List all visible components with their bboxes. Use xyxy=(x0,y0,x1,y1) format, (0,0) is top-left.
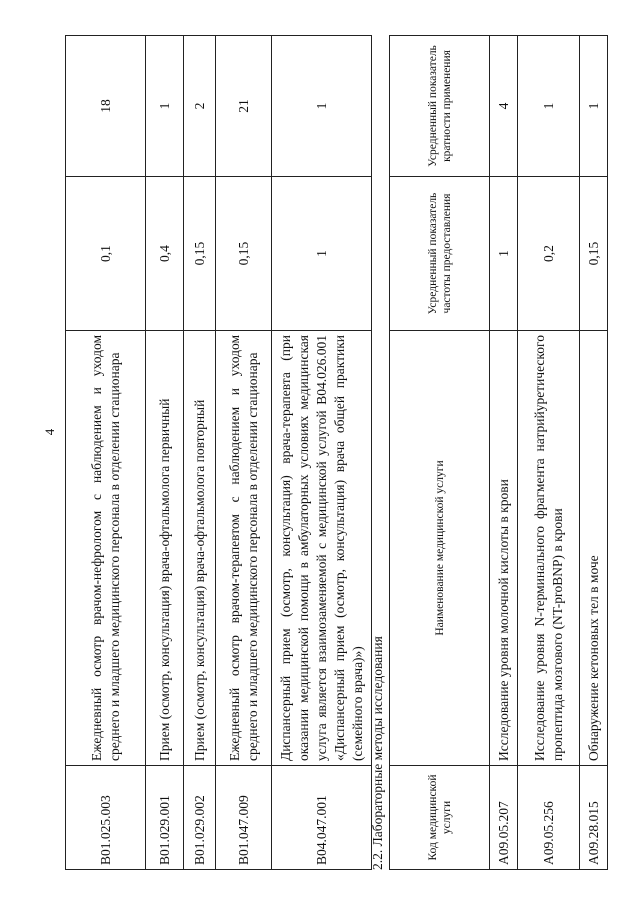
services-table-laboratory xyxy=(389,35,608,870)
table-row xyxy=(580,36,608,870)
page-number: 4 xyxy=(42,428,57,436)
frequency-value: 0,4 xyxy=(146,177,184,331)
table-row xyxy=(490,36,518,870)
service-name: Исследование уровня N-терминального фрагмента натрийуретического пропептида мозгового (NT-proBNP) в крови xyxy=(518,331,580,766)
service-name: Ежедневный осмотр врачом-нефрологом с наблюдением и уходом среднего и младшего медицинского персонала в отделении стационара xyxy=(66,331,146,766)
section-title: 2.2. Лабораторные методы исследования xyxy=(370,636,385,870)
table-row xyxy=(66,36,146,870)
table-row xyxy=(216,36,272,870)
rotated-page-content xyxy=(65,35,601,870)
multiplicity-value: 1 xyxy=(580,36,608,177)
multiplicity-value: 1 xyxy=(518,36,580,177)
multiplicity-value: 21 xyxy=(216,36,272,177)
frequency-value: 0,2 xyxy=(518,177,580,331)
frequency-value: 0,1 xyxy=(66,177,146,331)
service-code: B01.025.003 xyxy=(66,766,146,870)
service-name: Исследование уровня молочной кислоты в крови xyxy=(490,331,518,766)
header-code: Код медицинской услуги xyxy=(390,766,490,870)
multiplicity-value: 1 xyxy=(146,36,184,177)
table-row xyxy=(146,36,184,870)
service-code: B04.047.001 xyxy=(272,766,372,870)
multiplicity-value: 18 xyxy=(66,36,146,177)
service-code: B01.029.001 xyxy=(146,766,184,870)
service-name: Ежедневный осмотр врачом-терапевтом с наблюдением и уходом среднего и младшего медицинского персонала в отделении стационара xyxy=(216,331,272,766)
table-row xyxy=(184,36,216,870)
service-name: Диспансерный прием (осмотр, консультация) врача-терапевта (при оказании медицинской помощи в амбулаторных условиях медицинская услуга является взаимозаменяемой с медицинской услугой B04.026.001 «Диспансерный прием (осмотр, консультация) врача общей практики (семейного врача)») xyxy=(272,331,372,766)
service-code: A09.28.015 xyxy=(580,766,608,870)
multiplicity-value: 4 xyxy=(490,36,518,177)
table-row xyxy=(518,36,580,870)
table-header-row xyxy=(390,36,490,870)
service-name: Прием (осмотр, консультация) врача-офтальмолога повторный xyxy=(184,331,216,766)
frequency-value: 1 xyxy=(490,177,518,331)
service-code: A09.05.256 xyxy=(518,766,580,870)
header-multiplicity: Усредненный показатель кратности применения xyxy=(390,36,490,177)
frequency-value: 1 xyxy=(272,177,372,331)
header-name: Наименование медицинской услуги xyxy=(390,331,490,766)
service-code: A09.05.207 xyxy=(490,766,518,870)
multiplicity-value: 1 xyxy=(272,36,372,177)
multiplicity-value: 2 xyxy=(184,36,216,177)
service-name: Обнаружение кетоновых тел в моче xyxy=(580,331,608,766)
header-frequency: Усредненный показатель частоты предоставления xyxy=(390,177,490,331)
frequency-value: 0,15 xyxy=(184,177,216,331)
services-table-consultations xyxy=(65,35,372,870)
service-code: B01.029.002 xyxy=(184,766,216,870)
table-row xyxy=(272,36,372,870)
frequency-value: 0,15 xyxy=(580,177,608,331)
frequency-value: 0,15 xyxy=(216,177,272,331)
service-code: B01.047.009 xyxy=(216,766,272,870)
service-name: Прием (осмотр, консультация) врача-офтальмолога первичный xyxy=(146,331,184,766)
